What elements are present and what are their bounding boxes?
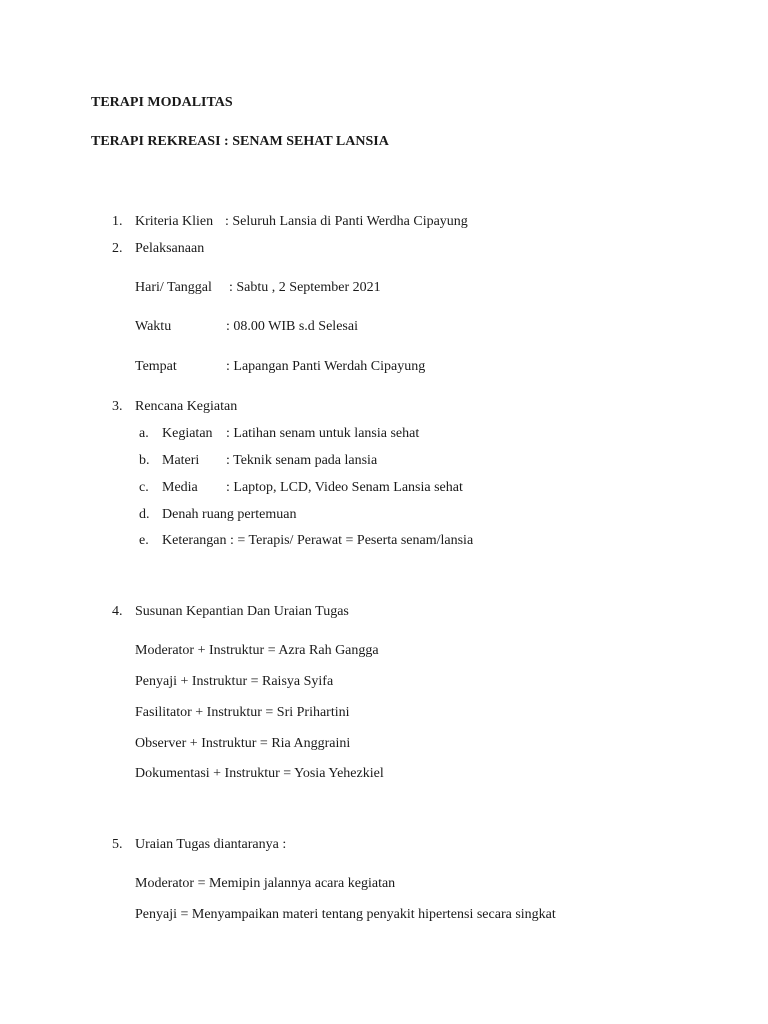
plan-item-b-letter: b. [139, 453, 150, 468]
schedule-date-value: : Sabtu , 2 September 2021 [229, 280, 381, 295]
team-line: Moderator + Instruktur = Azra Rah Gangga [135, 643, 379, 658]
duty-line: Moderator = Memipin jalannya acara kegiatan [135, 876, 396, 891]
section-5-number: 5. [112, 837, 123, 852]
team-line: Dokumentasi + Instruktur = Yosia Yehezkiel [135, 766, 384, 781]
section-3-label: Rencana Kegiatan [135, 399, 238, 414]
team-line: Fasilitator + Instruktur = Sri Prihartini [135, 705, 350, 720]
plan-item-a-label: Kegiatan [162, 426, 213, 441]
plan-item-a-value: : Latihan senam untuk lansia sehat [226, 426, 420, 441]
section-4-label: Susunan Kepantian Dan Uraian Tugas [135, 604, 349, 619]
plan-item-d-label: Denah ruang pertemuan [162, 507, 297, 522]
section-2-label: Pelaksanaan [135, 241, 205, 256]
schedule-time-value: : 08.00 WIB s.d Selesai [226, 319, 358, 334]
plan-item-d-letter: d. [139, 507, 150, 522]
schedule-place-value: : Lapangan Panti Werdah Cipayung [226, 359, 426, 374]
duty-line: Penyaji = Menyampaikan materi tentang penyakit hipertensi secara singkat [135, 907, 556, 922]
schedule-date-label: Hari/ Tanggal [135, 280, 212, 295]
section-3-number: 3. [112, 399, 123, 414]
section-1-number: 1. [112, 214, 123, 229]
section-5-label: Uraian Tugas diantaranya : [135, 837, 287, 852]
document-title: TERAPI MODALITAS [91, 95, 233, 110]
section-4-number: 4. [112, 604, 123, 619]
plan-item-b-value: : Teknik senam pada lansia [226, 453, 378, 468]
team-line: Observer + Instruktur = Ria Anggraini [135, 736, 351, 751]
plan-item-b-label: Materi [162, 453, 200, 468]
schedule-time-label: Waktu [135, 319, 172, 334]
team-line: Penyaji + Instruktur = Raisya Syifa [135, 674, 334, 689]
section-1-label: Kriteria Klien [135, 214, 214, 229]
plan-item-a-letter: a. [139, 426, 149, 441]
section-1-value: : Seluruh Lansia di Panti Werdha Cipayung [225, 214, 468, 229]
plan-item-e-label: Keterangan : = Terapis/ Perawat = Peserta senam/lansia [162, 533, 474, 548]
plan-item-e-letter: e. [139, 533, 149, 548]
plan-item-c-value: : Laptop, LCD, Video Senam Lansia sehat [226, 480, 463, 495]
section-2-number: 2. [112, 241, 123, 256]
document-subtitle: TERAPI REKREASI : SENAM SEHAT LANSIA [91, 134, 389, 149]
schedule-place-label: Tempat [135, 359, 177, 374]
plan-item-c-label: Media [162, 480, 198, 495]
plan-item-c-letter: c. [139, 480, 149, 495]
